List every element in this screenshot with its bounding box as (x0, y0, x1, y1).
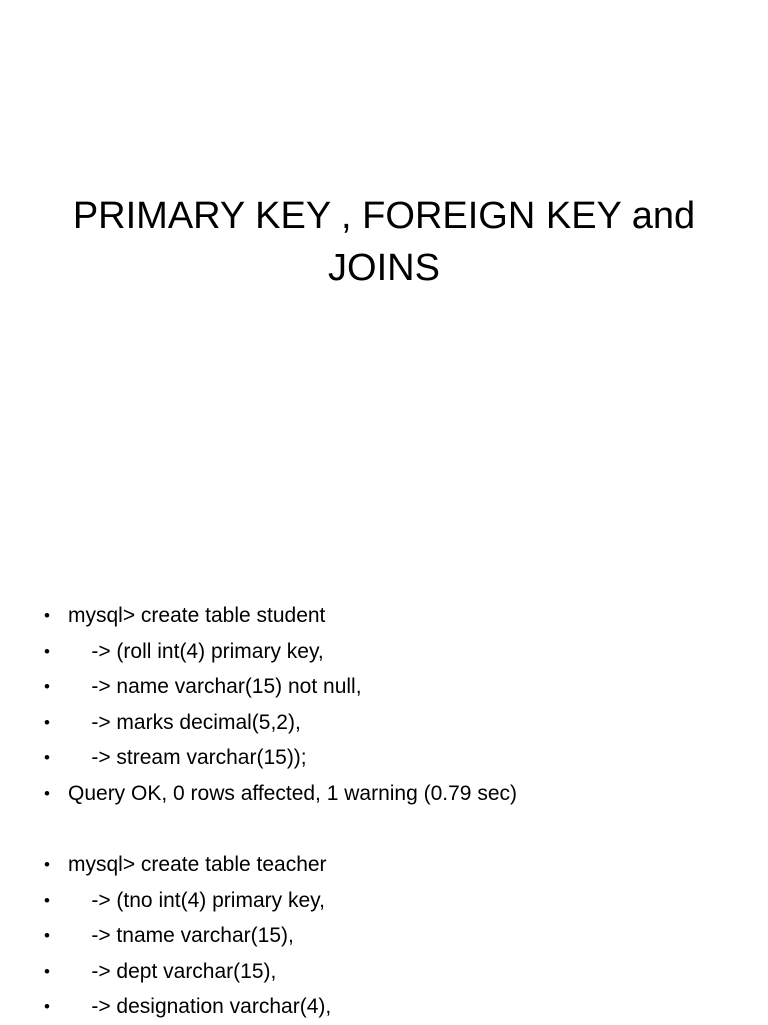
slide-title (40, 190, 728, 294)
bullet-text: mysql> create table teacher (68, 853, 327, 876)
bullet-dot-icon: • (44, 855, 50, 874)
bullet-dot-icon: • (44, 712, 50, 732)
bullet-text: Query OK, 0 rows affected, 1 warning (0.79 sec) (68, 781, 517, 805)
bullet-item (44, 883, 748, 919)
bullet-text: -> tname varchar(15), (68, 924, 294, 947)
bullet-dot-icon: • (44, 677, 50, 696)
bullet-text: -> (tno int(4) primary key, (68, 888, 325, 912)
bullet-dot-icon: • (44, 961, 50, 981)
bullet-item (44, 918, 748, 954)
slide-title-line-1: PRIMARY KEY , FOREIGN KEY and (72, 195, 696, 237)
bullet-text: mysql> create table student (68, 604, 326, 627)
bullet-item (44, 954, 748, 990)
bullet-text: -> name varchar(15) not null, (68, 675, 362, 698)
bullet-dot-icon: • (44, 783, 50, 803)
bullet-item (44, 847, 748, 883)
bullet-list (44, 598, 748, 1025)
bullet-dot-icon: • (44, 890, 50, 910)
bullet-dot-icon: • (44, 606, 50, 625)
bullet-item (44, 669, 748, 705)
bullet-item (44, 989, 748, 1025)
bullet-text: -> designation varchar(4), (68, 995, 332, 1018)
slide-title-line-2: JOINS (328, 247, 440, 289)
bullet-item (44, 598, 748, 634)
bullet-dot-icon: • (44, 926, 50, 945)
bullet-text: -> marks decimal(5,2), (68, 710, 301, 734)
bullet-dot-icon: • (44, 641, 50, 661)
blank-line (44, 811, 748, 847)
bullet-item (44, 740, 748, 776)
bullet-item (44, 634, 748, 670)
bullet-item (44, 705, 748, 741)
bullet-item (44, 776, 748, 812)
bullet-text: -> stream varchar(15)); (68, 746, 307, 769)
bullet-dot-icon: • (44, 748, 50, 767)
bullet-dot-icon: • (44, 997, 50, 1016)
bullet-text: -> (roll int(4) primary key, (68, 639, 324, 663)
bullet-text: -> dept varchar(15), (68, 959, 277, 983)
